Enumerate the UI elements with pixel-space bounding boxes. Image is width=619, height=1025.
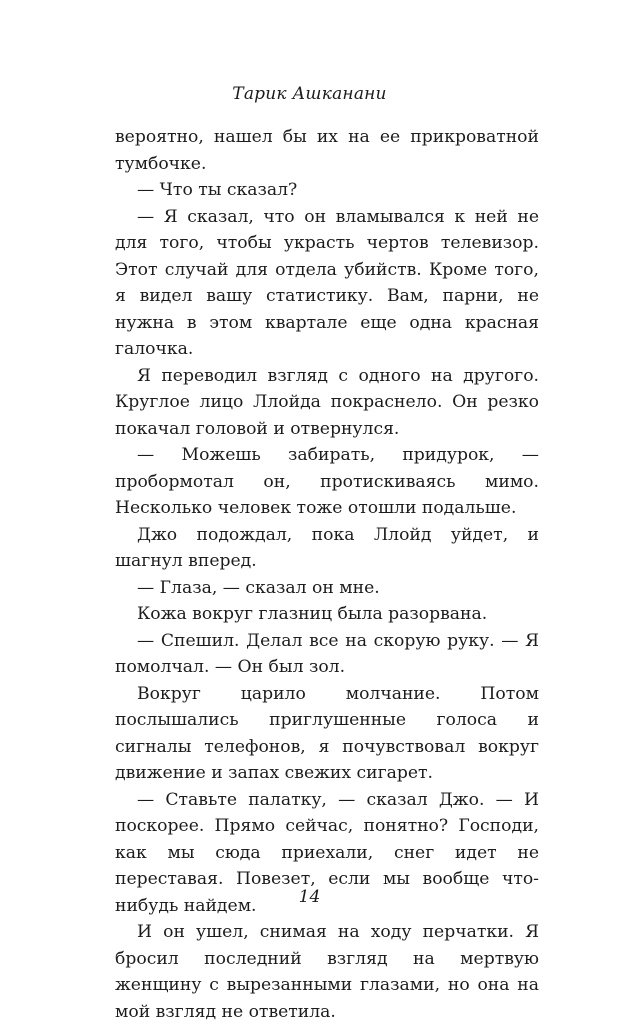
paragraph: — Я сказал, что он вламывался к ней не для того, чтобы украсть чертов телевизор. Этот случай для отдела убийств. Кроме того, я видел вашу статистику. Вам, парни, не нужна в этом квартале еще одна красная галочка. xyxy=(115,206,539,359)
paragraph: — Ставьте палатку, — сказал Джо. — И поскорее. Прямо сейчас, понятно? Господи, как мы сюда приехали, снег идет не переставая. Повезет, если мы вообще что-нибудь найдем. xyxy=(115,789,539,916)
paragraph: Кожа вокруг глазниц была разорвана. xyxy=(137,604,488,624)
running-header: Тарик Ашканани xyxy=(232,84,387,104)
paragraph: вероятно, нашел бы их на ее прикроватной тумбочке. xyxy=(115,127,539,174)
paragraph: Вокруг царило молчание. Потом послышались приглушенные голоса и сигналы телефонов, я почувствовал вокруг движение и запах свежих сигарет. xyxy=(115,683,539,783)
page-number: 14 xyxy=(298,887,321,907)
paragraph: Джо подождал, пока Ллойд уйдет, и шагнул вперед. xyxy=(115,524,539,571)
paragraph: — Глаза, — сказал он мне. xyxy=(137,577,380,598)
paragraph: Я переводил взгляд с одного на другого. Круглое лицо Ллойда покраснело. Он резко покачал головой и отвернулся. xyxy=(115,365,539,439)
paragraph: — Что ты сказал? xyxy=(137,180,298,200)
paragraph: И он ушел, снимая на ходу перчатки. Я бросил последний взгляд на мертвую женщину с вырезанными глазами, но она на мой взгляд не ответила. xyxy=(115,922,539,1022)
paragraph: — Можешь забирать, придурок, — пробормотал он, протискиваясь мимо. Несколько человек тоже отошли подальше. xyxy=(115,445,539,518)
paragraph: — Спешил. Делал все на скорую руку. — Я помолчал. — Он был зол. xyxy=(115,630,539,677)
